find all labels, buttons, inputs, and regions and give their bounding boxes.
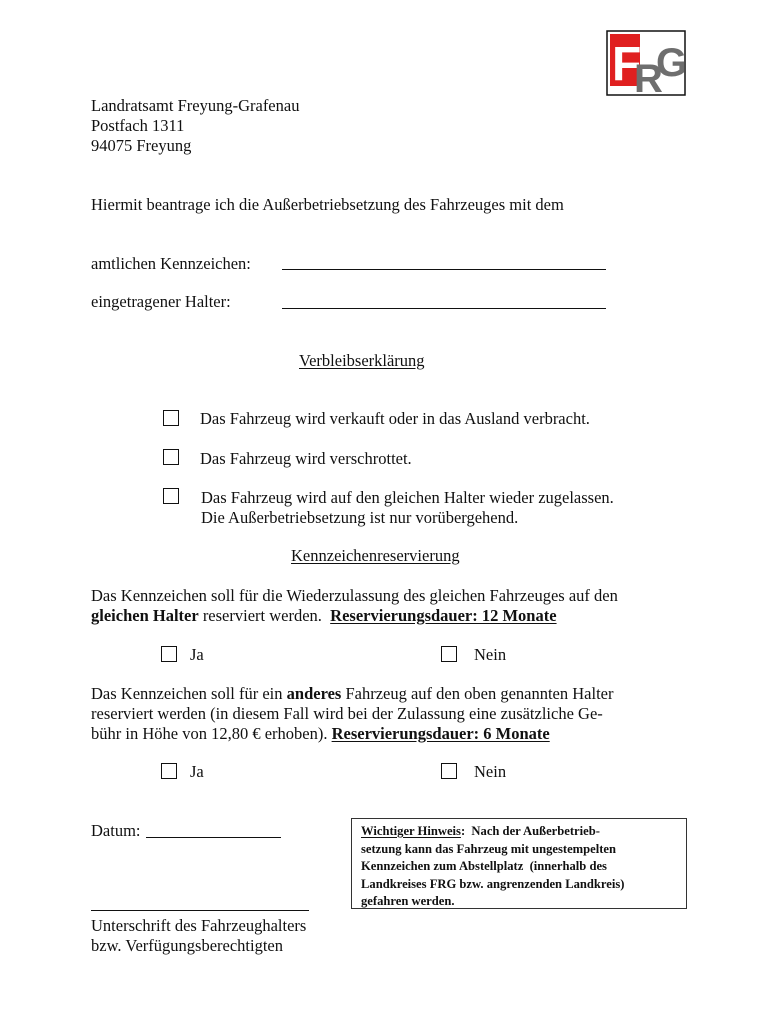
hinweis-title: Wichtiger Hinweis (361, 824, 461, 838)
hinweis-line1-rest: : Nach der Außerbetrieb- (460, 824, 600, 838)
hinweis-line-4: Landkreises FRG bzw. angrenzenden Landkreis) (361, 876, 625, 891)
reservierung-heading: Kennzeichenreservierung (291, 546, 460, 565)
checkbox-block1-ja[interactable] (161, 646, 177, 662)
block2-nein-label: Nein (474, 762, 507, 781)
frg-logo (606, 30, 686, 96)
intro-text: Hiermit beantrage ich die Außerbetriebsetzung des Fahrzeuges mit dem (91, 195, 564, 214)
block2-line2: reserviert werden (in diesem Fall wird bei der Zulassung eine zusätzliche Ge- (91, 704, 603, 723)
block2-line3-text: bühr in Höhe von 12,80 € erhoben). (91, 724, 332, 743)
hinweis-line-3: Kennzeichen zum Abstellplatz (innerhalb des (361, 859, 607, 873)
datum-field[interactable] (146, 820, 281, 838)
block2-post: Fahrzeug auf den oben genannten Halter (341, 684, 614, 703)
block2-bold: anderes (286, 684, 342, 703)
kennzeichen-label: amtlichen Kennzeichen: (91, 254, 251, 273)
hinweis-line-5: gefahren werden. (361, 894, 455, 908)
block1-line1: Das Kennzeichen soll für die Wiederzulassung des gleichen Fahrzeuges auf den (91, 586, 618, 605)
block1-rest: reserviert werden. (198, 606, 331, 625)
halter-label: eingetragener Halter: (91, 292, 231, 311)
option-verschrottet-label: Das Fahrzeug wird verschrottet. (200, 449, 412, 468)
checkbox-verkauft[interactable] (163, 410, 179, 426)
svg-text:F: F (612, 38, 642, 91)
option-verkauft-label: Das Fahrzeug wird verkauft oder in das Ausland verbracht. (200, 409, 590, 428)
kennzeichen-field[interactable] (282, 252, 606, 270)
hinweis-line-2: setzung kann das Fahrzeug mit ungestempelten (361, 841, 617, 856)
checkbox-verschrottet[interactable] (163, 449, 179, 465)
halter-field[interactable] (282, 291, 606, 309)
option-wiederzulassung-label: Das Fahrzeug wird auf den gleichen Halter wieder zugelassen. (201, 488, 614, 507)
datum-label: Datum: (91, 821, 141, 840)
block2-dauer: Reservierungsdauer: 6 Monate (331, 724, 550, 743)
svg-text:G: G (656, 41, 686, 85)
checkbox-block2-nein[interactable] (441, 763, 457, 779)
block1-nein-label: Nein (474, 645, 507, 664)
signature-field[interactable] (91, 896, 309, 911)
verbleib-heading: Verbleibserklärung (299, 351, 425, 370)
block2-line3 (91, 724, 550, 744)
signature-line-1: Unterschrift des Fahrzeughalters (91, 916, 307, 935)
checkbox-block2-ja[interactable] (161, 763, 177, 779)
svg-text:R: R (634, 57, 663, 96)
checkbox-block1-nein[interactable] (441, 646, 457, 662)
hinweis-line-1 (361, 823, 677, 841)
block2-ja-label: Ja (190, 762, 204, 781)
block1-line2 (91, 606, 557, 626)
signature-line-2: bzw. Verfügungsberechtigten (91, 936, 283, 955)
option-wiederzulassung-note: Die Außerbetriebsetzung ist nur vorübergehend. (201, 508, 519, 527)
block2-line1 (91, 684, 613, 704)
block2-pre: Das Kennzeichen soll für ein (91, 684, 287, 703)
block1-bold: gleichen Halter (91, 606, 199, 625)
block1-ja-label: Ja (190, 645, 204, 664)
address-line-2: Postfach 1311 (91, 116, 185, 135)
address-line-1: Landratsamt Freyung-Grafenau (91, 96, 300, 115)
hinweis-box (351, 818, 687, 909)
checkbox-wiederzulassung[interactable] (163, 488, 179, 504)
block1-dauer: Reservierungsdauer: 12 Monate (330, 606, 557, 625)
address-line-3: 94075 Freyung (91, 136, 192, 155)
